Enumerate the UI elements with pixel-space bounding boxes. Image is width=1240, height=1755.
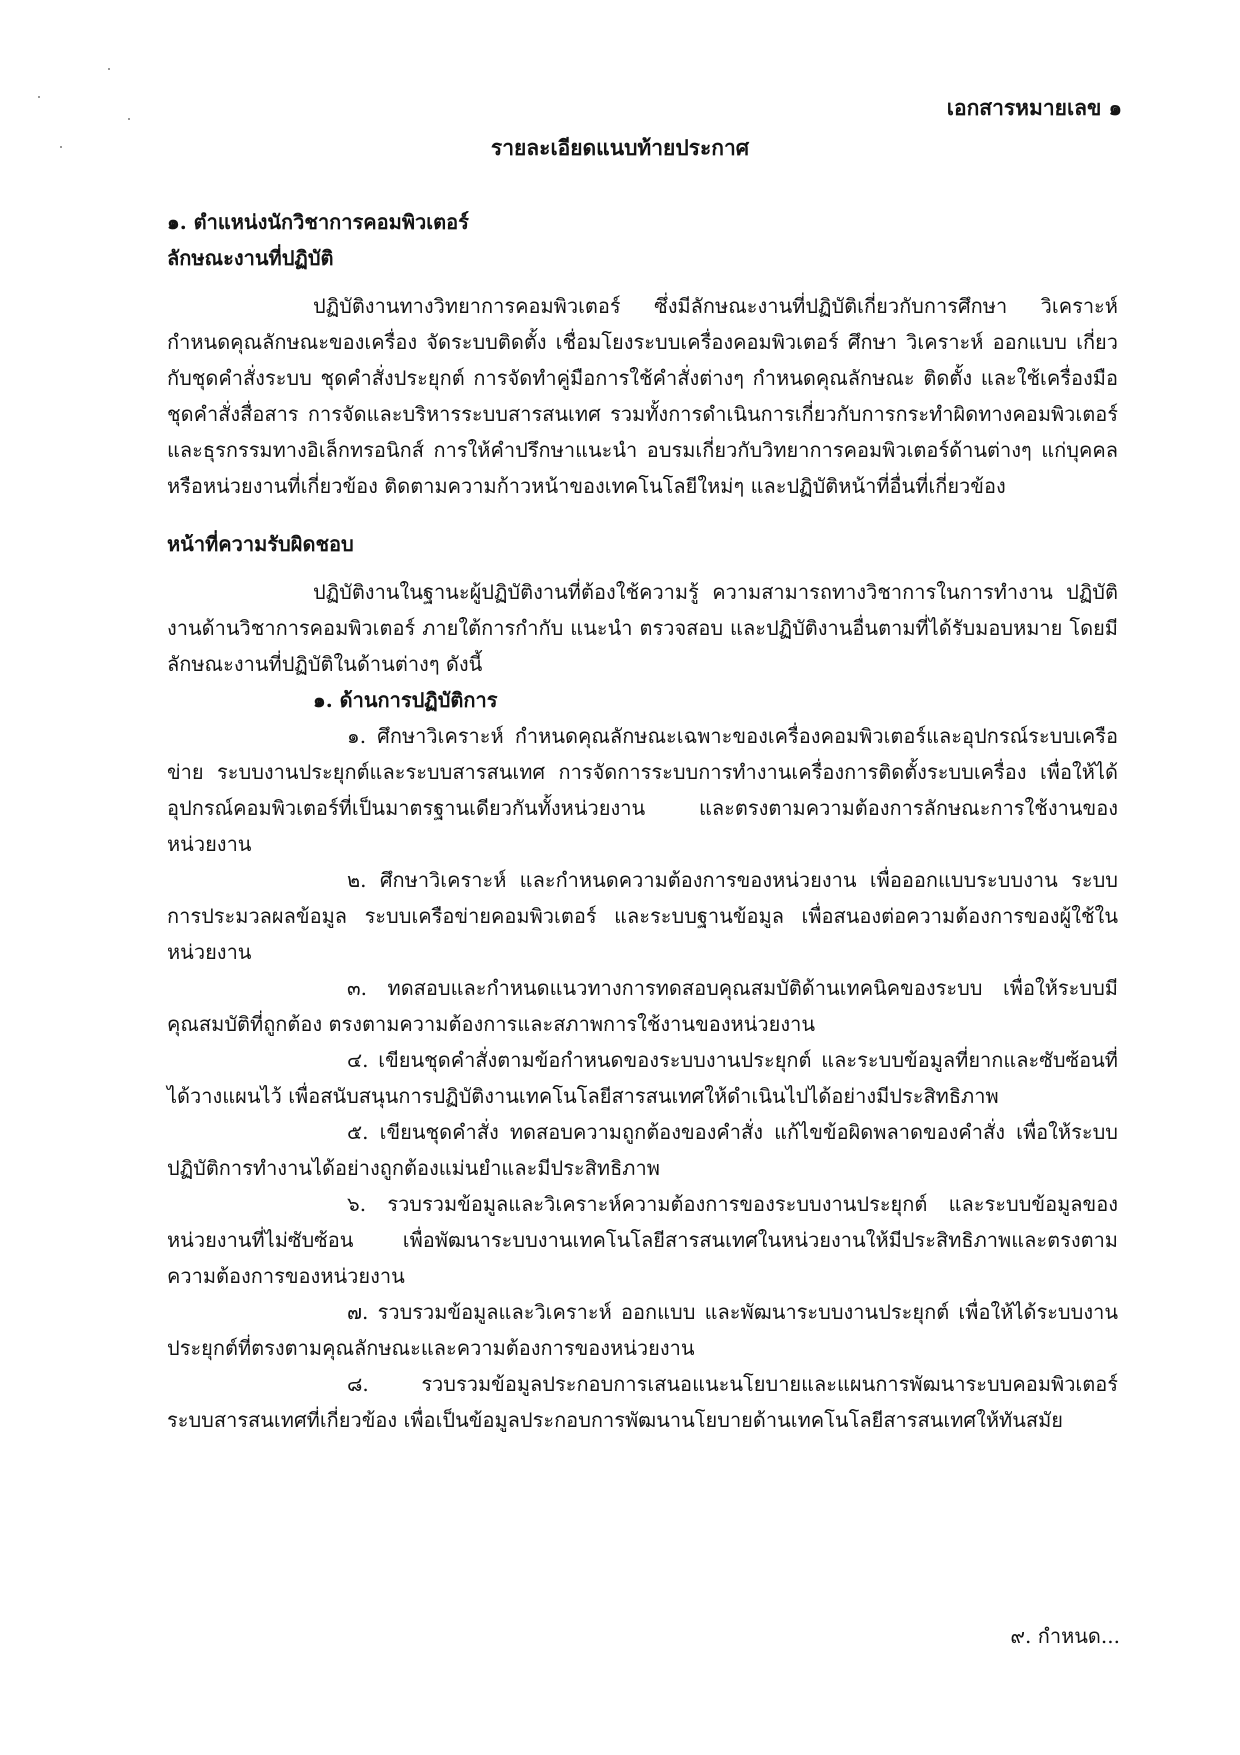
characteristics-paragraph: ปฏิบัติงานทางวิทยาการคอมพิวเตอร์ ซึ่งมีลักษณะงานที่ปฏิบัติเกี่ยวกับการศึกษา วิเคราะห์ กำหนดคุณลักษณะของเครื่อง จัดระบบติดตั้ง เชื่อมโยงระบบเครื่องคอมพิวเตอร์ ศึกษา วิเคราะห์ ออกแบบ เกี่ยวกับชุดคำสั่งระบบ ชุดคำสั่งประยุกต์ การจัดทำคู่มือการใช้คำสั่งต่างๆ กำหนดคุณลักษณะ ติดตั้ง และใช้เครื่องมือชุดคำสั่งสื่อสาร การจัดและบริหารระบบสารสนเทศ รวมทั้งการดำเนินการเกี่ยวกับการกระทำผิดทางคอมพิวเตอร์ และธุรกรรมทางอิเล็กทรอนิกส์ การให้คำปรึกษาแนะนำ อบรมเกี่ยวกับวิทยาการคอมพิวเตอร์ด้านต่างๆ แก่บุคคล หรือหน่วยงานที่เกี่ยวข้อง ติดตามความก้าวหน้าของเทคโนโลยีใหม่ๆ และปฏิบัติหน้าที่อื่นที่เกี่ยวข้อง	[167, 294, 1118, 498]
document-body	[167, 204, 1118, 1438]
duty-item: ๘. รวบรวมข้อมูลประกอบการเสนอแนะนโยบายและแผนการพัฒนาระบบคอมพิวเตอร์ ระบบสารสนเทศที่เกี่ยวข้อง เพื่อเป็นข้อมูลประกอบการพัฒนานโยบายด้านเทคโนโลยีสารสนเทศให้ทันสมัย	[167, 1372, 1118, 1432]
duty-item: ๖. รวบรวมข้อมูลและวิเคราะห์ความต้องการของระบบงานประยุกต์ และระบบข้อมูลของหน่วยงานที่ไม่ซับซ้อน เพื่อพัฒนาระบบงานเทคโนโลยีสารสนเทศในหน่วยงานให้มีประสิทธิภาพและตรงตามความต้องการของหน่วยงาน	[167, 1192, 1118, 1288]
duty-item: ๗. รวบรวมข้อมูลและวิเคราะห์ ออกแบบ และพัฒนาระบบงานประยุกต์ เพื่อให้ได้ระบบงานประยุกต์ที่ตรงตามคุณลักษณะและความต้องการของหน่วยงาน	[167, 1300, 1118, 1360]
responsibilities-heading: หน้าที่ความรับผิดชอบ	[167, 532, 354, 556]
duty-item: ๓. ทดสอบและกำหนดแนวทางการทดสอบคุณสมบัติด้านเทคนิคของระบบ เพื่อให้ระบบมีคุณสมบัติที่ถูกต้อง ตรงตามความต้องการและสภาพการใช้งานของหน่วยงาน	[167, 976, 1118, 1036]
duty-item: ๔. เขียนชุดคำสั่งตามข้อกำหนดของระบบงานประยุกต์ และระบบข้อมูลที่ยากและซับซ้อนที่ได้วางแผนไว้ เพื่อสนับสนุนการปฏิบัติงานเทคโนโลยีสารสนเทศให้ดำเนินไปได้อย่างมีประสิทธิภาพ	[167, 1048, 1118, 1108]
responsibilities-paragraph: ปฏิบัติงานในฐานะผู้ปฏิบัติงานที่ต้องใช้ความรู้ ความสามารถทางวิชาการในการทำงาน ปฏิบัติงานด้านวิชาการคอมพิวเตอร์ ภายใต้การกำกับ แนะนำ ตรวจสอบ และปฏิบัติงานอื่นตามที่ได้รับมอบหมาย โดยมีลักษณะงานที่ปฏิบัติในด้านต่างๆ ดังนี้	[167, 580, 1118, 676]
document-number: เอกสารหมายเลข ๑	[946, 95, 1122, 120]
duty-item: ๑. ศึกษาวิเคราะห์ กำหนดคุณลักษณะเฉพาะของเครื่องคอมพิวเตอร์และอุปกรณ์ระบบเครือข่าย ระบบงานประยุกต์และระบบสารสนเทศ การจัดการระบบการทำงานเครื่องการติดตั้งระบบเครื่อง เพื่อให้ได้อุปกรณ์คอมพิวเตอร์ที่เป็นมาตรฐานเดียวกันทั้งหน่วยงาน และตรงตามความต้องการลักษณะการใช้งานของหน่วยงาน	[167, 724, 1118, 856]
operations-heading: ๑. ด้านการปฏิบัติการ	[313, 688, 498, 712]
scan-speck	[108, 68, 110, 70]
duty-item: ๕. เขียนชุดคำสั่ง ทดสอบความถูกต้องของคำสั่ง แก้ไขข้อผิดพลาดของคำสั่ง เพื่อให้ระบบปฏิบัติการทำงานได้อย่างถูกต้องแม่นยำและมีประสิทธิภาพ	[167, 1120, 1118, 1180]
duty-item: ๒. ศึกษาวิเคราะห์ และกำหนดความต้องการของหน่วยงาน เพื่อออกแบบระบบงาน ระบบการประมวลผลข้อมูล ระบบเครือข่ายคอมพิวเตอร์ และระบบฐานข้อมูล เพื่อสนองต่อความต้องการของผู้ใช้ในหน่วยงาน	[167, 868, 1118, 964]
document-title: รายละเอียดแนบท้ายประกาศ	[490, 135, 750, 160]
characteristics-heading: ลักษณะงานที่ปฏิบัติ	[167, 246, 334, 270]
continuation-marker: ๙. กำหนด...	[1010, 1624, 1120, 1648]
scan-speck	[38, 96, 40, 98]
scan-speck	[128, 118, 130, 120]
position-heading: ๑. ตำแหน่งนักวิชาการคอมพิวเตอร์	[167, 210, 469, 234]
